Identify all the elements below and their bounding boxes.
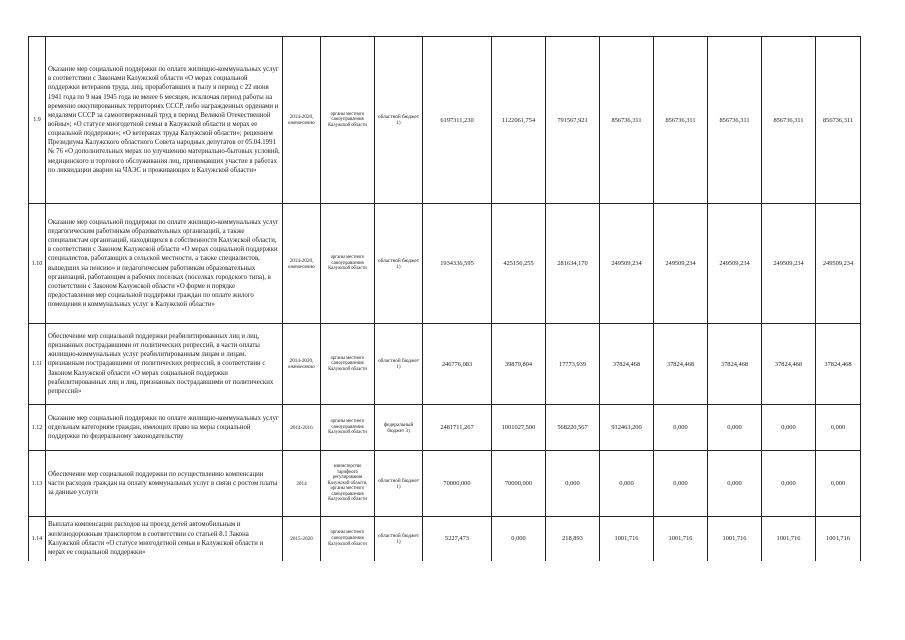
funding-source-cell: федеральный бюджет 3): [375, 405, 423, 451]
value-cell: 2481711,267: [423, 405, 492, 451]
value-cell: 5227,473: [423, 517, 492, 561]
value-cell: 37824,468: [762, 324, 816, 405]
value-cell: 249509,234: [762, 204, 816, 324]
value-cell: 568220,567: [546, 405, 600, 451]
value-cell: 0,000: [708, 405, 762, 451]
value-cell: 37824,468: [654, 324, 708, 405]
value-cell: 17773,939: [546, 324, 600, 405]
value-cell: 856736,311: [762, 37, 816, 204]
value-cell: 1001,716: [816, 517, 861, 561]
value-cell: 856736,311: [816, 37, 861, 204]
period-cell: 2014-2016: [283, 405, 321, 451]
measure-description: Оказание мер социальной поддержки по оплате жилищно-коммунальных услуг педагогическим работникам образовательных организаций, а также специалистам организаций, находящихся в собственности Калужской области, в соответствии с Законом Калужской области «О мерах социальной поддержки специалистов, работающих в сельской местности, а также специалистов, вышедших на пенсию» и педагогическим работникам образовательных организаций, работающим в рабочих поселках (поселках городского типа), в соответствии с Законом Калужской области «О форме и порядке предоставления мер социальной поддержки граждан по оплате жилого помещения и коммунальных услуг в Калужской области»: [46, 204, 283, 324]
measure-description: Оказание мер социальной поддержки по оплате жилищно-коммунальных услуг в соответствии с Законами Калужской области «О мерах социальной поддержки ветеранов труда, лиц, проработавших в тылу в период с 22 июня 1941 года по 9 мая 1945 года не менее 6 месяцев, исключая период работы на временно оккупированных территориях СССР, либо награжденных орденами и медалями СССР за самоотверженный труд в период Великой Отечественной войны»; «О статусе многодетной семьи в Калужской области и мерах ее социальной поддержки»; «О ветеранах труда Калужской области»; решением Президиума Калужского областного Совета народных депутатов от 05.04.1991 № 76 «О дополнительных мерах по улучшению материально-бытовых условий, медицинского и торгового обслуживания лиц, принимавших участие в работах по ликвидации аварии на ЧАЭС и проживающих в Калужской области»: [46, 37, 283, 204]
table-row: [29, 204, 861, 324]
value-cell: 0,000: [708, 451, 762, 517]
executor-cell: органы местного самоуправления Калужской области: [321, 37, 375, 204]
value-cell: 281634,170: [546, 204, 600, 324]
value-cell: 39879,804: [492, 324, 546, 405]
value-cell: 0,000: [492, 517, 546, 561]
value-cell: 249509,234: [600, 204, 654, 324]
value-cell: 856736,311: [654, 37, 708, 204]
value-cell: 1001,716: [708, 517, 762, 561]
value-cell: 37824,468: [708, 324, 762, 405]
period-cell: 2014: [283, 451, 321, 517]
value-cell: 912463,200: [600, 405, 654, 451]
table-row: [29, 324, 861, 405]
value-cell: 0,000: [762, 405, 816, 451]
value-cell: 0,000: [546, 451, 600, 517]
value-cell: 37824,468: [600, 324, 654, 405]
value-cell: 246776,083: [423, 324, 492, 405]
value-cell: 791567,921: [546, 37, 600, 204]
period-cell: 2015-2020: [283, 517, 321, 561]
value-cell: 1001027,500: [492, 405, 546, 451]
value-cell: 0,000: [816, 451, 861, 517]
table-row: [29, 37, 861, 204]
value-cell: 1122061,754: [492, 37, 546, 204]
value-cell: 425156,255: [492, 204, 546, 324]
value-cell: 856736,311: [708, 37, 762, 204]
value-cell: 249509,234: [708, 204, 762, 324]
table-row: [29, 451, 861, 517]
value-cell: 249509,234: [816, 204, 861, 324]
table-row: [29, 405, 861, 451]
measure-description: Оказание мер социальной поддержки по оплате жилищно-коммунальных услуг отдельным категориям граждан, имеющих право на меры социальной поддержки по федеральному законодательству: [46, 405, 283, 451]
row-number: 1.11: [29, 324, 46, 405]
value-cell: 1934336,595: [423, 204, 492, 324]
period-cell: 2014-2020, ежемесячно: [283, 37, 321, 204]
executor-cell: органы местного самоуправления Калужской области: [321, 324, 375, 405]
value-cell: 0,000: [600, 451, 654, 517]
table-row: [29, 517, 861, 561]
value-cell: 249509,234: [654, 204, 708, 324]
value-cell: 37824,468: [816, 324, 861, 405]
budget-table: [28, 36, 861, 561]
row-number: 1.13: [29, 451, 46, 517]
period-cell: 2014-2020, ежемесячно: [283, 324, 321, 405]
value-cell: 1001,716: [600, 517, 654, 561]
value-cell: 70000,000: [423, 451, 492, 517]
value-cell: 1001,716: [762, 517, 816, 561]
measure-description: Обеспечение мер социальной поддержки по осуществлению компенсации части расходов граждан на оплату коммунальных услуг в связи с ростом платы за данные услуги: [46, 451, 283, 517]
row-number: 1.9: [29, 37, 46, 204]
value-cell: 218,893: [546, 517, 600, 561]
value-cell: 6197311,230: [423, 37, 492, 204]
funding-source-cell: областной бюджет 1): [375, 37, 423, 204]
funding-source-cell: областной бюджет 1): [375, 324, 423, 405]
funding-source-cell: областной бюджет 1): [375, 517, 423, 561]
value-cell: 0,000: [762, 451, 816, 517]
executor-cell: органы местного самоуправления Калужской области: [321, 517, 375, 561]
value-cell: 1001,716: [654, 517, 708, 561]
period-cell: 2014-2020, ежемесячно: [283, 204, 321, 324]
executor-cell: органы местного самоуправления Калужской области: [321, 204, 375, 324]
funding-source-cell: областной бюджет 1): [375, 451, 423, 517]
executor-cell: органы местного самоуправления Калужской области: [321, 405, 375, 451]
measure-description: Выплата компенсации расходов на проезд детей автомобильным и железнодорожным транспортом в соответствии со статьей 8.1 Закона Калужской области «О статусе многодетной семьи в Калужской области и мерах ее социальной поддержки»: [46, 517, 283, 561]
value-cell: 0,000: [816, 405, 861, 451]
row-number: 1.14: [29, 517, 46, 561]
value-cell: 0,000: [654, 405, 708, 451]
funding-source-cell: областной бюджет 1): [375, 204, 423, 324]
executor-cell: министерство тарифного регулирования Калужской области, органы местного самоуправления Калужской области: [321, 451, 375, 517]
measure-description: Обеспечение мер социальной поддержки реабилитированных лиц и лиц, признанных пострадавшими от политических репрессий, в части оплаты жилищно-коммунальных услуг реабилитированным лицам и лицам, признанным пострадавшими от политических репрессий, в соответствии с Законом Калужской области «О мерах социальной поддержки реабилитированных лиц и лиц, признанных пострадавшими от политических репрессий»: [46, 324, 283, 405]
row-number: 1.10: [29, 204, 46, 324]
row-number: 1.12: [29, 405, 46, 451]
value-cell: 70000,000: [492, 451, 546, 517]
value-cell: 0,000: [654, 451, 708, 517]
value-cell: 856736,311: [600, 37, 654, 204]
